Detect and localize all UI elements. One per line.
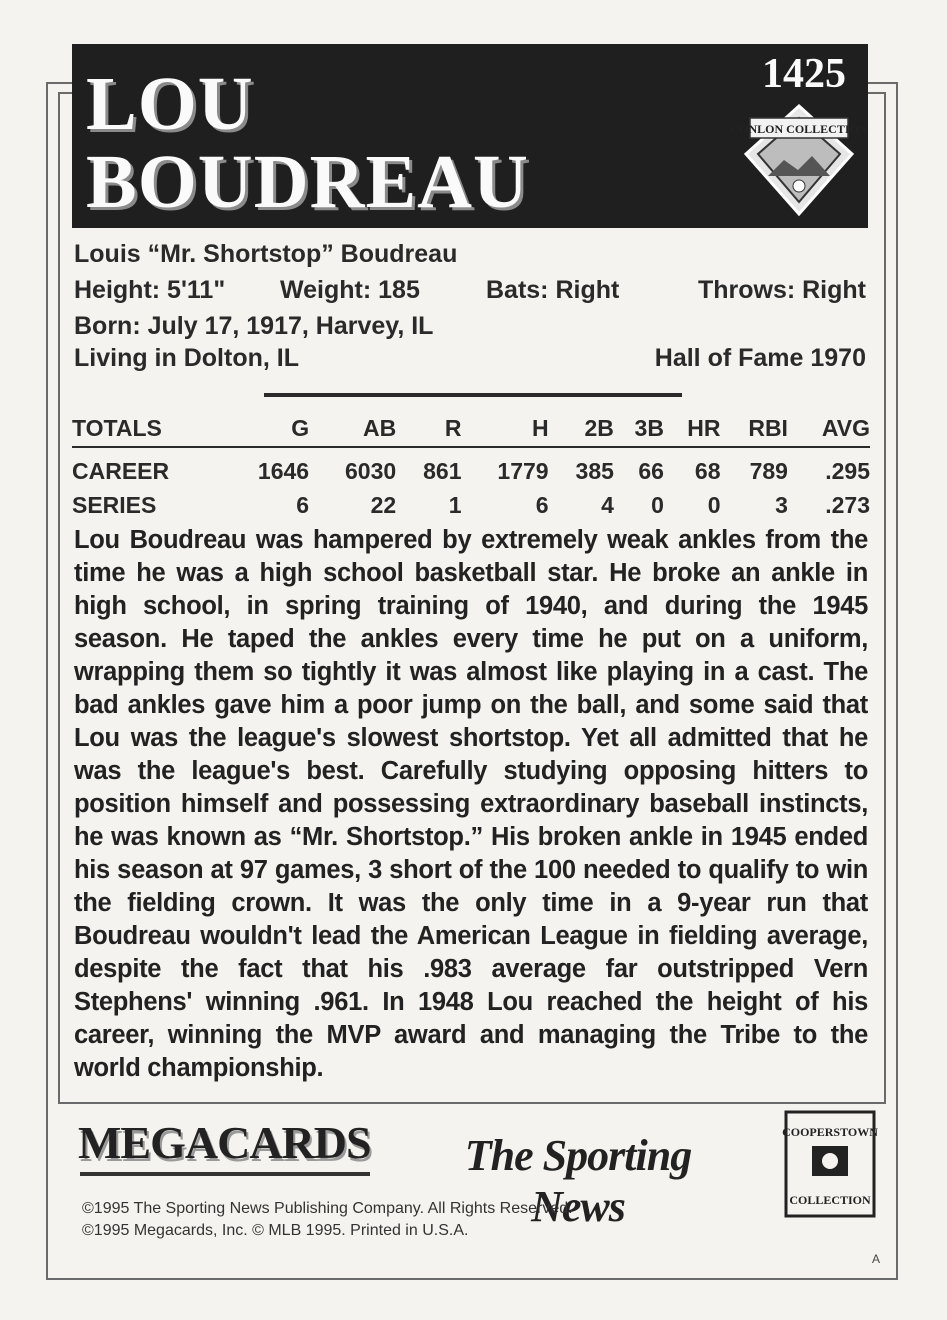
stats-table bbox=[72, 410, 870, 522]
stats-cell: 66 bbox=[638, 457, 664, 484]
bats: Bats: Right bbox=[486, 276, 620, 304]
stats-row-series bbox=[72, 488, 870, 522]
stats-cell: CAREER bbox=[72, 457, 170, 484]
stats-cell: 6030 bbox=[345, 457, 397, 484]
stats-header-cell: AVG bbox=[788, 410, 870, 447]
stats-cell: 385 bbox=[575, 457, 614, 484]
height: Height: 5'11" bbox=[74, 276, 226, 304]
stats-header-cell: 2B bbox=[549, 410, 614, 447]
conlon-logo-text: CONLON COLLECTION bbox=[730, 122, 868, 136]
stats-cell: 6 bbox=[296, 491, 310, 518]
residence: Living in Dolton, IL bbox=[74, 344, 299, 372]
stats-cell: 1 bbox=[448, 491, 462, 518]
weight: Weight: 185 bbox=[280, 276, 420, 304]
stats-header-row bbox=[72, 410, 870, 447]
name-banner bbox=[72, 44, 868, 228]
cooperstown-collection-logo bbox=[780, 1110, 880, 1220]
stats-cell: 789 bbox=[749, 457, 788, 484]
stats-cell: 22 bbox=[370, 491, 397, 518]
stats-cell: 68 bbox=[694, 457, 721, 484]
stats-header-cell: G bbox=[222, 410, 309, 447]
stats-cell: 3 bbox=[775, 491, 788, 518]
stats-cell: 0 bbox=[707, 491, 721, 518]
section-divider bbox=[264, 393, 682, 397]
player-last-name: BOUDREAU bbox=[86, 140, 529, 224]
full-name: Louis “Mr. Shortstop” Boudreau bbox=[74, 240, 458, 268]
copyright-line: ©1995 Megacards, Inc. © MLB 1995. Printed in U.S.A. bbox=[82, 1222, 469, 1239]
hall-of-fame: Hall of Fame 1970 bbox=[654, 344, 866, 372]
stats-header-cell: H bbox=[462, 410, 549, 447]
copyright-block bbox=[82, 1198, 782, 1242]
cooperstown-bottom-text: COLLECTION bbox=[789, 1193, 871, 1207]
player-first-name: LOU bbox=[86, 62, 254, 146]
stats-cell: 4 bbox=[601, 491, 614, 518]
birth-info: Born: July 17, 1917, Harvey, IL bbox=[74, 312, 434, 340]
stats-cell: 0 bbox=[651, 491, 664, 518]
stats-cell: 861 bbox=[423, 457, 462, 484]
copyright-line: ©1995 The Sporting News Publishing Company. All Rights Reserved. bbox=[82, 1200, 573, 1217]
cooperstown-top-text: COOPERSTOWN bbox=[782, 1125, 878, 1139]
card-number: 1425 bbox=[762, 51, 846, 97]
stats-cell: .273 bbox=[825, 491, 870, 518]
megacards-underline bbox=[80, 1172, 370, 1176]
throws: Throws: Right bbox=[697, 276, 866, 304]
stats-cell: SERIES bbox=[72, 491, 157, 518]
stats-cell: 1646 bbox=[257, 457, 310, 484]
conlon-collection-logo bbox=[730, 98, 868, 220]
player-story: Lou Boudreau was hampered by extremely weak ankles from the time he was a high school basketball star. He broke an ankle in high school, in spring training of 1940, and during the 1945 season. He taped the ankles every time he put on a uniform, wrapping them so tightly it was almost like playing in a cast. The bad ankles gave him a poor jump on the ball, and some said that Lou was the league's slowest shortstop. Yet all admitted that he was the league's best. Carefully studying opposing hitters to position himself and possessing extraordinary baseball instincts, he was known as “Mr. Shortstop.” His broken ankle in 1945 ended his season at 97 games, 3 short of the 100 needed to qualify to win the fielding crown. It was the only time in a 9-year run that Boudreau wouldn't lead the American League in fielding average, despite the fact that his .983 average far outstripped Vern Stephens' winning .961. In 1948 Lou reached the height of his career, winning the MVP award and managing the Tribe to the world championship. bbox=[74, 526, 868, 1082]
stats-header-cell: 3B bbox=[614, 410, 664, 447]
stats-cell: 6 bbox=[535, 491, 549, 518]
stats-row-career bbox=[72, 447, 870, 488]
stats-cell: 1779 bbox=[497, 457, 549, 484]
sporting-news-logo: The Sporting News bbox=[464, 1131, 692, 1231]
megacards-logo: MEGACARDS bbox=[78, 1117, 371, 1168]
stats-header-cell: HR bbox=[664, 410, 721, 447]
corner-mark: A bbox=[872, 1252, 881, 1266]
stats-header-cell: AB bbox=[309, 410, 396, 447]
stats-header-cell: TOTALS bbox=[72, 410, 222, 447]
stats-header-cell: R bbox=[396, 410, 461, 447]
stats-header-cell: RBI bbox=[721, 410, 788, 447]
stats-cell: .295 bbox=[825, 457, 870, 484]
